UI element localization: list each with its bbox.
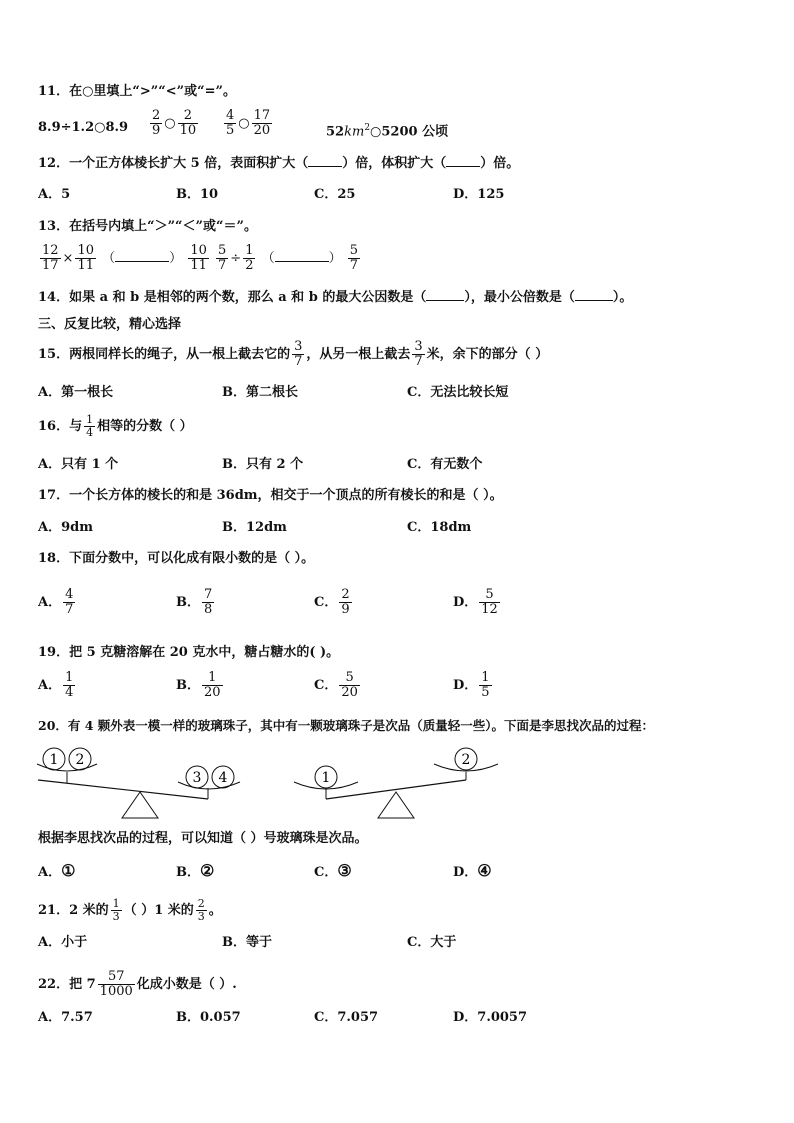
q22-option-a[interactable]: A．7.57 — [38, 1010, 93, 1025]
q22-option-b[interactable]: B．0.057 — [176, 1010, 241, 1025]
q12-option-d[interactable]: D．125 — [453, 187, 505, 202]
fraction: $\frac{5}{7}$ — [349, 243, 359, 273]
q19-option-a[interactable]: A． $\frac{1}{4}$ — [38, 670, 74, 700]
q15-option-c[interactable]: C．无法比较长短 — [407, 385, 509, 400]
q13-expr-2: $\frac{5}{7}$ ÷ $\frac{1}{2}$ （ ） $\frac{5}{7}$ — [218, 243, 359, 273]
q22-option-c[interactable]: C．7.057 — [314, 1010, 379, 1025]
q20-follow: 根据李思找次品的过程，可以知道（ ）号玻璃珠是次品。 — [38, 831, 368, 846]
answer-blank[interactable] — [575, 300, 613, 301]
beam — [38, 780, 208, 799]
q19-option-b[interactable]: B． $\frac{1}{20}$ — [176, 670, 221, 700]
q20-stem: 20．有 4 颗外表一模一样的玻璃珠子，其中有一颗玻璃珠子是次品（质量轻一些）。下面是李思找次品的过程： — [38, 718, 655, 733]
q13-expr-1: $\frac{12}{17}$ × $\frac{10}{11}$ （ ） $\frac{10}{11}$ — [42, 243, 207, 273]
fraction: $\frac{10}{11}$ — [190, 243, 207, 273]
q14-stem: 14．如果 a 和 b 是相邻的两个数，那么 a 和 b 的最大公因数是（ ），最小公倍数是（ ）。 — [38, 290, 633, 305]
q21-option-b[interactable]: B．等于 — [222, 935, 272, 950]
q20-option-d[interactable]: D．④ — [453, 861, 492, 880]
q17-stem: 17．一个长方体的棱长的和是 36dm，相交于一个顶点的所有棱长的和是（ ）。 — [38, 488, 503, 503]
q21-option-a[interactable]: A．小于 — [38, 935, 88, 950]
q11-expr-b: $\frac{2}{9}$ ○ $\frac{2}{10}$ — [152, 108, 197, 138]
q22-option-d[interactable]: D．7.0057 — [453, 1010, 528, 1025]
q16-option-a[interactable]: A．只有 1 个 — [38, 457, 119, 472]
fraction: $\frac{1}{2}$ — [245, 243, 254, 273]
q22-stem: 22．把 7 $\frac{57}{1000}$ 化成小数是（ ）. — [38, 969, 237, 999]
fraction: $\frac{1}{3}$ — [112, 897, 120, 923]
q17-option-c[interactable]: C．18dm — [407, 520, 472, 535]
fulcrum — [378, 792, 414, 818]
left-pan — [37, 764, 97, 771]
fraction: $\frac{4}{7}$ — [65, 587, 74, 617]
q21-option-c[interactable]: C．大于 — [407, 935, 457, 950]
ball-1-label: 1 — [321, 770, 331, 786]
ball-2-label: 2 — [75, 752, 85, 768]
beam — [326, 780, 466, 799]
fraction: $\frac{2}{9}$ — [152, 108, 161, 138]
ball-4-label: 4 — [218, 770, 228, 786]
answer-blank[interactable] — [275, 261, 329, 262]
fraction: $\frac{17}{20}$ — [253, 108, 271, 138]
ball-1-label: 1 — [49, 752, 59, 768]
balance-diagram-2 — [292, 742, 502, 820]
q17-option-a[interactable]: A．9dm — [38, 520, 93, 535]
q16-option-b[interactable]: B．只有 2 个 — [222, 457, 304, 472]
fraction: $\frac{12}{17}$ — [42, 243, 59, 273]
q18-option-b[interactable]: B． $\frac{7}{8}$ — [176, 587, 213, 617]
answer-blank[interactable] — [446, 166, 480, 167]
fraction: $\frac{5}{12}$ — [481, 587, 498, 617]
q15-stem: 15．两根同样长的绳子，从一根上截去它的 $\frac{3}{7}$ ，从另一根上截去 $\frac{3}{7}$ 米，余下的部分（ ） — [38, 339, 549, 369]
q12-stem: 12．一个正方体棱长扩大 5 倍，表面积扩大（ ）倍，体积扩大（ ）倍。 — [38, 156, 520, 171]
ball-3-label: 3 — [192, 770, 202, 786]
fraction: $\frac{10}{11}$ — [77, 243, 94, 273]
q16-option-c[interactable]: C．有无数个 — [407, 457, 483, 472]
q17-option-b[interactable]: B．12dm — [222, 520, 287, 535]
q21-stem: 21．2 米的 $\frac{1}{3}$ （ ）1 米的 $\frac{2}{3}$ 。 — [38, 897, 222, 923]
q12-option-a[interactable]: A．5 — [38, 187, 71, 202]
q13-stem: 13．在括号内填上“＞”“＜”或“＝”。 — [38, 219, 257, 234]
q19-stem: 19．把 5 克糖溶解在 20 克水中，糖占糖水的( )。 — [38, 645, 340, 660]
fraction: $\frac{5}{20}$ — [341, 670, 358, 700]
q11-stem: 11．在○里填上“>”“<”或“=”。 — [38, 84, 236, 99]
q19-option-c[interactable]: C． $\frac{5}{20}$ — [314, 670, 358, 700]
q11-expr-d: $52km^2○5200$ 公顷 — [326, 123, 449, 140]
q18-option-d[interactable]: D． $\frac{5}{12}$ — [453, 587, 498, 617]
fraction: $\frac{1}{5}$ — [481, 670, 490, 700]
section-heading: 三、反复比较，精心选择 — [38, 317, 182, 332]
ball-2-label: 2 — [461, 752, 471, 768]
fraction: $\frac{1}{4}$ — [86, 413, 94, 439]
fraction: $\frac{3}{7}$ — [294, 339, 303, 369]
q20-option-c[interactable]: C．③ — [314, 861, 352, 880]
q18-stem: 18．下面分数中，可以化成有限小数的是（ ）。 — [38, 551, 315, 566]
q18-option-c[interactable]: C． $\frac{2}{9}$ — [314, 587, 350, 617]
q11-expr-c: $\frac{4}{5}$ ○ $\frac{17}{20}$ — [226, 108, 271, 138]
balance-diagram-1 — [36, 742, 246, 820]
answer-blank[interactable] — [115, 261, 169, 262]
fraction: $\frac{5}{7}$ — [218, 243, 227, 273]
q19-option-d[interactable]: D． $\frac{1}{5}$ — [453, 670, 490, 700]
q15-option-a[interactable]: A．第一根长 — [38, 385, 114, 400]
fraction: $\frac{2}{10}$ — [179, 108, 197, 138]
fraction: $\frac{2}{9}$ — [341, 587, 350, 617]
q16-stem: 16．与 $\frac{1}{4}$ 相等的分数（ ） — [38, 413, 193, 439]
q12-option-c[interactable]: C．25 — [314, 187, 356, 202]
fraction: $\frac{1}{20}$ — [204, 670, 221, 700]
fraction: $\frac{7}{8}$ — [204, 587, 213, 617]
answer-blank[interactable] — [308, 166, 342, 167]
fraction: $\frac{4}{5}$ — [226, 108, 235, 138]
answer-blank[interactable] — [426, 300, 464, 301]
q12-option-b[interactable]: B．10 — [176, 187, 219, 202]
fraction: $\frac{2}{3}$ — [197, 897, 205, 923]
q11-expr-a: 8.9÷1.2○8.9 — [38, 120, 129, 135]
q15-option-b[interactable]: B．第二根长 — [222, 385, 298, 400]
q20-option-b[interactable]: B．② — [176, 861, 215, 880]
fraction: $\frac{1}{4}$ — [65, 670, 74, 700]
fulcrum — [122, 792, 158, 818]
q18-option-a[interactable]: A． $\frac{4}{7}$ — [38, 587, 74, 617]
q20-option-a[interactable]: A．① — [38, 861, 76, 880]
fraction: $\frac{3}{7}$ — [414, 339, 423, 369]
fraction: $\frac{57}{1000}$ — [99, 969, 133, 999]
